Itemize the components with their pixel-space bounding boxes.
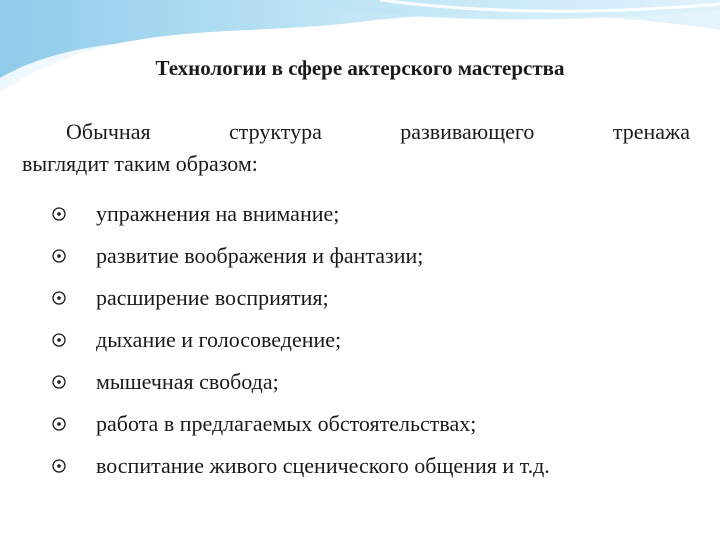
- list-item: [0, 235, 720, 277]
- list-item: [0, 403, 720, 445]
- list-item: [0, 193, 720, 235]
- exercise-list: [0, 193, 720, 487]
- bullet-circle-dot-icon: [52, 417, 66, 431]
- intro-line-2: выглядит таким образом:: [22, 151, 258, 176]
- decorative-header-swoosh: [0, 0, 720, 110]
- list-item-text: дыхание и голосоведение;: [96, 327, 342, 352]
- list-item-text: воспитание живого сценического общения и т.д.: [96, 453, 550, 478]
- bullet-circle-dot-icon: [52, 207, 66, 221]
- bullet-circle-dot-icon: [52, 249, 66, 263]
- intro-paragraph: [22, 116, 690, 180]
- list-item-text: работа в предлагаемых обстоятельствах;: [96, 411, 477, 436]
- list-item: [0, 445, 720, 487]
- bullet-circle-dot-icon: [52, 375, 66, 389]
- list-item-text: мышечная свобода;: [96, 369, 279, 394]
- list-item-text: развитие воображения и фантазии;: [96, 243, 424, 268]
- list-item-text: расширение восприятия;: [96, 285, 329, 310]
- list-item: [0, 277, 720, 319]
- list-item-text: упражнения на внимание;: [96, 201, 340, 226]
- bullet-circle-dot-icon: [52, 333, 66, 347]
- bullet-circle-dot-icon: [52, 291, 66, 305]
- bullet-circle-dot-icon: [52, 459, 66, 473]
- list-item: [0, 361, 720, 403]
- list-item: [0, 319, 720, 361]
- intro-line-1: Обычная структура развивающего тренажа: [66, 119, 690, 144]
- slide-title: Технологии в сфере актерского мастерства: [155, 56, 565, 80]
